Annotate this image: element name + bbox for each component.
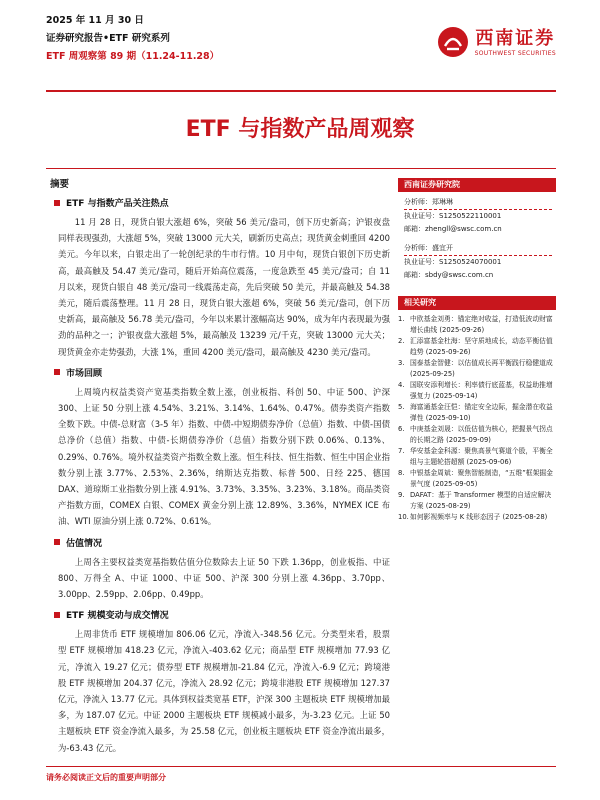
header-divider	[46, 90, 556, 92]
related-item[interactable]	[398, 402, 556, 424]
logo-cn-text: 西南证券	[475, 27, 556, 49]
related-item-text: 汇添富基金杜海：坚守质地成长，动态平衡估值趋势 (2025-09-26)	[410, 337, 553, 356]
related-item[interactable]	[398, 490, 556, 512]
related-item[interactable]	[398, 512, 556, 523]
related-item-text: DAFAT：基于 Transformer 模型的自适应解决方案 (2025-08-29)	[410, 491, 552, 510]
section-heading	[54, 366, 390, 379]
related-item[interactable]	[398, 468, 556, 490]
bullet-square-icon	[54, 369, 60, 375]
bullet-square-icon	[54, 539, 60, 545]
summary-heading: 摘要	[50, 179, 70, 190]
related-item-number: 10.	[398, 513, 409, 521]
section-paragraph: 上周境内权益类资产宽基类指数全数上涨，创业板指、科创 50、中证 500、沪深 300、上证 50 分别上涨 4.54%、3.21%、3.14%、1.64%、0.47%。债券类资产指数全数下跌。中债-总财富（3-5 年）指数、中债-中短期债券净价（总值）指数、中债-国债总净价（总值）指数、中债-长期债券净价（总值）指数分别下跌 0.06%、0.13%、0.29%、0.76%。境外权益类资产指数全数上涨。恒生科技、恒生指数、恒生中国企业指数分别上涨 3.77%、2.53%、2.36%，纳斯达克指数、标普 500、日经 225、德国 DAX、道琼斯工业指数分别上涨 4.91%、3.73%、3.35%、3.23%、3.18%。商品类资产指数方面，COMEX 白银、COMEX 黄金分别上涨 12.89%、3.36%，NYMEX ICE 布油、WTI 原油分别上涨 0.72%、0.61%。	[58, 386, 390, 527]
analyst-email[interactable]: 邮箱：sbdy@swsc.com.cn	[404, 271, 494, 279]
related-item-text: 国泰基金智健：以估值成长再平衡践行稳健道成 (2025-09-25)	[410, 359, 553, 378]
section-heading-text: 估值情况	[66, 538, 103, 549]
analyst-cert: 执业证号：S1250524070001	[404, 255, 552, 269]
section-heading	[54, 608, 390, 621]
related-item-number: 4.	[398, 381, 405, 389]
related-item[interactable]	[398, 446, 556, 468]
related-item[interactable]	[398, 314, 556, 336]
related-item-number: 6.	[398, 425, 405, 433]
related-item-number: 5.	[398, 403, 405, 411]
company-logo	[437, 26, 556, 58]
summary-column	[46, 176, 390, 756]
related-item[interactable]	[398, 380, 556, 402]
section-paragraph: 上周各主要权益类宽基指数估值分位数除去上证 50 下跌 1.36pp，创业板指、中证 800、万得全 A、中证 1000、中证 500、沪深 300 分别上涨 4.36pp、3.70pp、3.00pp、2.59pp、2.06pp、0.49pp。	[58, 556, 390, 600]
sidebar	[398, 178, 556, 523]
related-research-list	[398, 310, 556, 523]
section-heading-text: ETF 规模变动与成交情况	[66, 611, 169, 622]
report-series: 证券研究报告•ETF 研究系列	[46, 33, 170, 44]
analyst-name: 分析师：盛宜开	[404, 244, 453, 252]
related-item[interactable]	[398, 358, 556, 380]
page-title: ETF 与指数产品周观察	[185, 117, 415, 142]
related-item-text: 海富通基金汪恺：锚定安全边际，掘金潜在收益弹性 (2025-09-10)	[410, 403, 553, 422]
footer-divider	[46, 766, 556, 767]
title-divider	[46, 168, 556, 169]
related-item-number: 8.	[398, 469, 405, 477]
logo-en-text: SOUTHWEST SECURITIES	[474, 49, 556, 57]
bullet-square-icon	[54, 612, 60, 618]
related-research-label: 相关研究	[398, 296, 556, 310]
related-item-text: 如何影视频率与 K 线形态因子 (2025-08-28)	[410, 513, 548, 521]
institute-label: 西南证券研究院	[398, 178, 556, 192]
related-item-number: 3.	[398, 359, 405, 367]
report-issue: ETF 周观察第 89 期（11.24-11.28）	[46, 51, 220, 62]
section-paragraph: 11 月 28 日，现货白银大涨超 6%，突破 56 美元/盎司，创下历史新高；沪银夜盘同样表现强劲，大涨超 5%，突破 13000 元大关，刷新历史高点；现货黄金刺重回 4200 美元。今年以来，白银走出了一轮创纪录的牛市行情。10 月中旬，现货白银创下历史新高，最高触及 54.47 美元/盎司，随后开始高位震荡，一度急跌至 45 美元/盎司；自 11 月以来，现货白银自 48 美元/盎司一线震荡走高，先后突破 50 美元，并最高触及 54.38 美元，随后震荡整理。11 月 28 日，现货白银大涨超 6%，突破 56 美元/盎司，创下历史新高，最高触及 56.78 美元/盎司，今年以来累计涨幅高达 90%，成为年内表现最为强劲的品种之一；沪银夜盘大涨超 5%，最高触及 13239 元/千克，突破 13000 元大关；现货黄金亦走势强劲，大涨 1%，重回 4200 美元/盎司，最高触及 4230 美元/盎司。	[58, 217, 390, 357]
related-item-number: 2.	[398, 337, 405, 345]
section-heading-text: ETF 与指数产品关注热点	[66, 199, 169, 209]
related-item-number: 7.	[398, 447, 405, 455]
report-date: 2025 年 11 月 30 日	[46, 15, 144, 26]
related-item-number: 1.	[398, 315, 405, 323]
related-item-text: 中欧基金刘勇：锚定绝对收益，打造低波动财富增长曲线 (2025-09-26)	[410, 315, 553, 334]
related-item-number: 9.	[398, 491, 405, 499]
related-item-text: 华安基金金科源：聚焦高景气赛道个股，平衡全组与主题轮搭超额 (2025-09-06)	[410, 447, 553, 466]
report-header	[46, 14, 556, 86]
section-heading	[54, 536, 390, 549]
section-paragraph: 上周非货币 ETF 规模增加 806.06 亿元，净流入-348.56 亿元。分类型来看，股票型 ETF 规模增加 418.23 亿元，净流入-403.62 亿元；商品型 ETF 规模增加 77.93 亿元，净流入 19.27 亿元；债券型 ETF 规模增加-21.84 亿元，净流入-6.9 亿元；跨境港股 ETF 规模增加 204.37 亿元，净流入 28.92 亿元；跨境非港股 ETF 规模增加 127.37 亿元，净流入 13.77 亿元。具体到权益类宽基 ETF，沪深 300 主题板块 ETF 规模增加最多，为 187.07 亿元。中证 2000 主题板块 ETF 规模减小最多，为-3.23 亿元。上证 50 主题板块 ETF 资金净流入最多，为 25.58 亿元，创业板主题板块 ETF 资金净流出最多，为-63.43 亿元。	[58, 629, 390, 753]
related-item-text: 中银基金周斌：聚焦智能制造，“五维”框架掘金景气度 (2025-09-05)	[410, 469, 553, 488]
analyst-email[interactable]: 邮箱：zhengll@swsc.com.cn	[404, 225, 502, 233]
logo-emblem-icon	[437, 26, 469, 58]
bullet-square-icon	[54, 200, 60, 206]
section-heading-text: 市场回顾	[66, 368, 103, 379]
footer-disclaimer: 请务必阅读正文后的重要声明部分	[46, 773, 166, 782]
analyst-cert: 执业证号：S1250522110001	[404, 209, 552, 223]
related-item[interactable]	[398, 336, 556, 358]
related-item-text: 国联安添利增长：利率债行底蓝基，权益助推增强复力 (2025-09-14)	[410, 381, 553, 400]
section-heading	[54, 196, 390, 209]
analyst-block	[398, 192, 556, 286]
related-item[interactable]	[398, 424, 556, 446]
analyst-name: 分析师：郑琳琳	[404, 198, 453, 206]
related-item-text: 中庚基金刘晟：以低估值为核心，把握景气拐点的长期之路 (2025-09-09)	[410, 425, 553, 444]
